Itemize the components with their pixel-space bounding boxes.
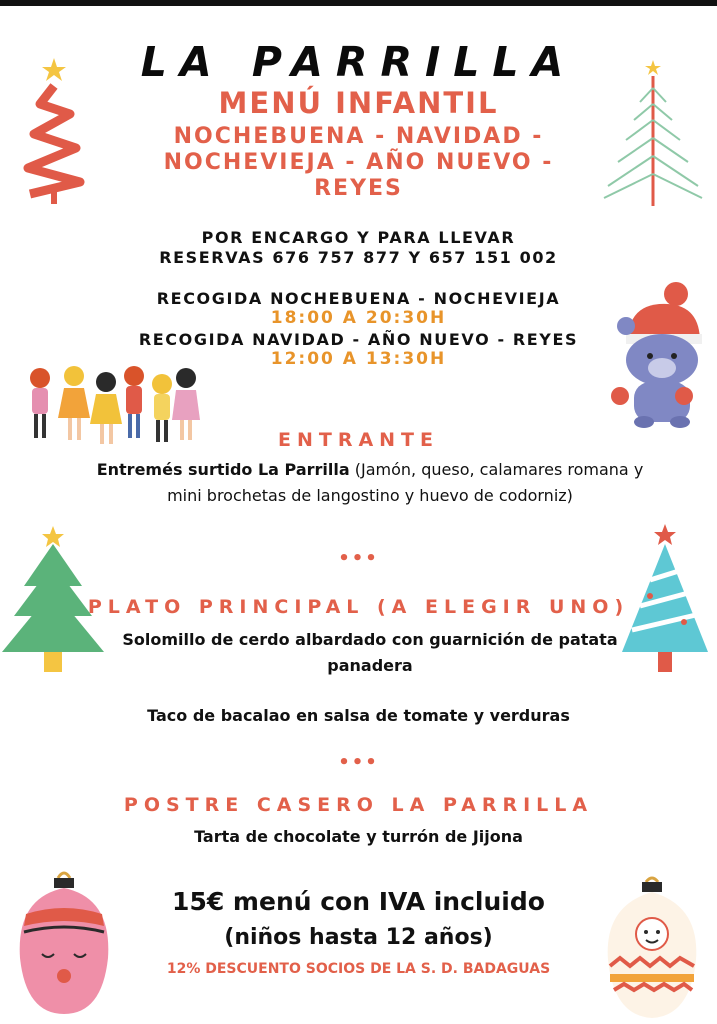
- pickup-1-time: 18:00 A 20:30H: [270, 308, 447, 328]
- discount-line: 12% DESCUENTO SOCIOS DE LA S. D. BADAGUAS: [166, 961, 551, 977]
- order-line: POR ENCARGO Y PARA LLEVAR: [201, 228, 516, 247]
- pink-ornament-icon: [12, 868, 116, 1018]
- dessert-item: Tarta de chocolate y turrón de Jijona: [194, 827, 523, 846]
- white-ornament-icon: [598, 874, 704, 1022]
- dates-line-1: NOCHEBUENA - NAVIDAD -: [173, 124, 544, 149]
- pickup-1-label: RECOGIDA NOCHEBUENA - NOCHEVIEJA: [156, 289, 561, 308]
- menu-subtitle: MENÚ INFANTIL: [218, 86, 499, 120]
- dates-line-3: REYES: [314, 176, 403, 201]
- main-option-2: Taco de bacalao en salsa de tomate y verduras: [147, 706, 570, 725]
- green-tree-icon: [0, 524, 106, 674]
- dessert-heading: POSTRE CASERO LA PARRILLA: [123, 794, 594, 816]
- main-course-heading: PLATO PRINCIPAL (A ELEGIR UNO): [87, 596, 630, 618]
- pickup-2-label: RECOGIDA NAVIDAD - AÑO NUEVO - REYES: [138, 330, 579, 349]
- top-border: [0, 0, 717, 6]
- restaurant-title: LA PARRILLA: [140, 38, 577, 86]
- separator-2: •••: [338, 752, 379, 773]
- starter-heading: ENTRANTE: [277, 429, 440, 451]
- striped-tree-icon: [620, 522, 710, 674]
- separator-1: •••: [338, 548, 379, 569]
- pickup-2-time: 12:00 A 13:30H: [270, 349, 447, 369]
- age-note: (niños hasta 12 años): [224, 925, 493, 950]
- teddy-bear-icon: [608, 280, 708, 430]
- price-line: 15€ menú con IVA incluido: [172, 887, 545, 916]
- zigzag-tree-icon: [18, 56, 90, 206]
- starter-item-name: Entremés surtido La Parrilla: [96, 460, 350, 479]
- starter-item-desc: (Jamón, queso, calamares romana y mini brochetas de langostino y huevo de codorniz): [167, 460, 644, 505]
- reservations-line: RESERVAS 676 757 877 Y 657 151 002: [159, 248, 558, 267]
- dates-line-2: NOCHEVIEJA - AÑO NUEVO -: [163, 150, 554, 175]
- starter-description: [90, 457, 650, 509]
- main-option-1: Solomillo de cerdo albardado con guarnición de patata panadera: [122, 630, 618, 675]
- dancing-children-icon: [22, 360, 202, 452]
- pine-tree-icon: [598, 58, 708, 208]
